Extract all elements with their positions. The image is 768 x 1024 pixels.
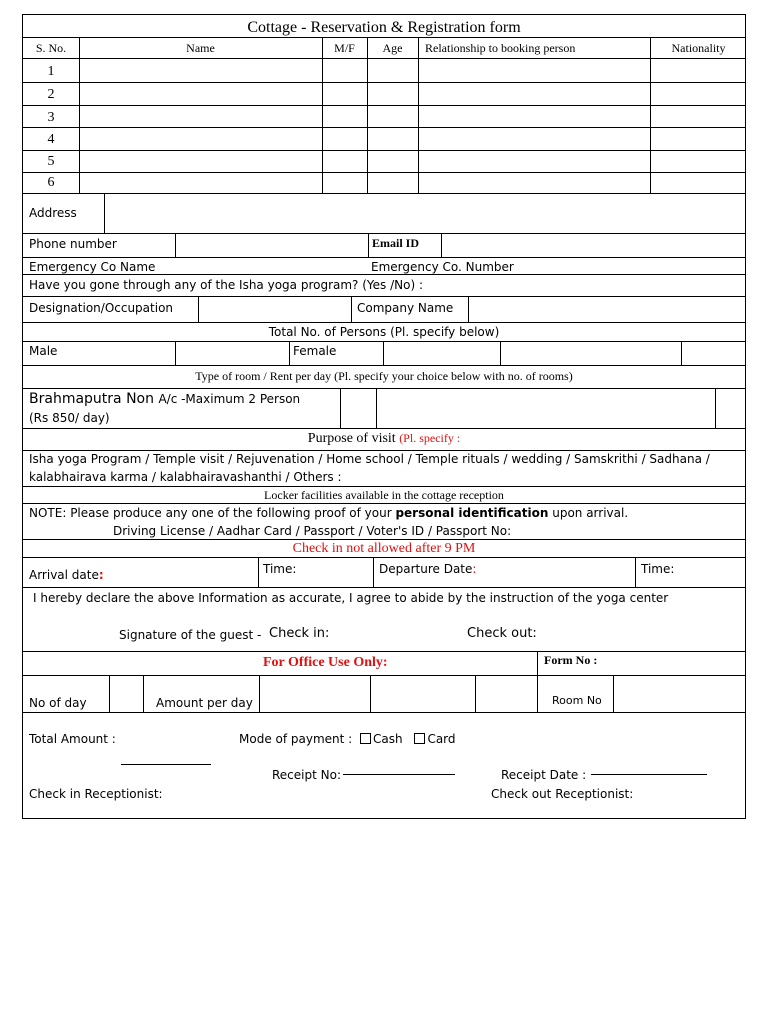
purpose-options-2: kalabhairava karma / kalabhairavashanthi / Others : — [29, 470, 342, 484]
header-relationship: Relationship to booking person — [425, 41, 576, 55]
id-note-part3: upon arrival. — [548, 506, 629, 520]
amount-per-day-label: Amount per day — [156, 696, 253, 710]
no-of-day-label: No of day — [29, 696, 87, 710]
header-nationality: Nationality — [671, 41, 726, 55]
arrival-time-label: Time: — [263, 562, 297, 576]
payment-mode — [239, 732, 456, 746]
payment-mode-label: Mode of payment : — [239, 732, 353, 746]
locker-note: Locker facilities available in the cottage reception — [264, 488, 504, 502]
card-checkbox[interactable] — [414, 733, 425, 744]
header-age: Age — [382, 41, 403, 55]
designation-label: Designation/Occupation — [29, 301, 174, 315]
office-use-heading: For Office Use Only: — [263, 655, 388, 670]
row-number: 6 — [47, 175, 55, 190]
receipt-no-label: Receipt No: — [272, 768, 341, 782]
check-in-label: Check in: — [269, 626, 330, 641]
departure-time-label: Time: — [641, 562, 675, 576]
room-type-label: Type of room / Rent per day (Pl. specify your choice below with no. of rooms) — [195, 369, 573, 383]
purpose-hint: (Pl. specify : — [399, 431, 461, 445]
id-note-part1: NOTE: Please produce any one of the following proof of your — [29, 506, 396, 520]
company-label: Company Name — [357, 301, 454, 315]
cash-label: Cash — [373, 732, 403, 746]
row-number: 1 — [47, 64, 55, 79]
header-sno: S. No. — [35, 41, 67, 55]
phone-label: Phone number — [29, 237, 117, 251]
purpose-options-1: Isha yoga Program / Temple visit / Rejuvenation / Home school / Temple rituals / wedding / Samskrithi / Sadhana / — [29, 452, 710, 466]
emergency-number-label: Emergency Co. Number — [371, 260, 514, 274]
id-note-bold: personal identification — [395, 506, 549, 520]
departure-label — [379, 562, 476, 576]
arrival-text: Arrival date — [29, 568, 99, 582]
check-out-label: Check out: — [467, 626, 537, 641]
total-amount-line — [121, 764, 211, 765]
row-number: 2 — [47, 87, 55, 102]
emergency-name-label: Emergency Co Name — [29, 260, 156, 274]
departure-colon: : — [472, 562, 477, 576]
reservation-form — [22, 14, 746, 819]
male-label: Male — [29, 344, 58, 358]
row-number: 5 — [47, 154, 55, 169]
row-number: 4 — [47, 132, 55, 147]
cash-checkbox[interactable] — [360, 733, 371, 744]
arrival-colon: : — [98, 568, 104, 582]
total-persons-label: Total No. of Persons (Pl. specify below) — [268, 325, 500, 339]
room-no-label: Room No — [552, 694, 602, 707]
id-note-documents: Driving License / Aadhar Card / Passport / Voter's ID / Passport No: — [113, 524, 512, 538]
isha-question: Have you gone through any of the Isha yoga program? (Yes /No) : — [29, 278, 423, 292]
address-label: Address — [29, 206, 77, 220]
room-name-part1: Brahmaputra Non — [29, 391, 159, 407]
purpose-heading — [23, 431, 745, 446]
room-rent: (Rs 850/ day) — [29, 411, 110, 425]
departure-text: Departure Date — [379, 562, 473, 576]
receipt-date-line — [591, 774, 707, 775]
signature-label: Signature of the guest - — [119, 628, 262, 642]
email-label: Email ID — [372, 236, 420, 250]
arrival-label — [29, 568, 104, 582]
form-title: Cottage - Reservation & Registration form — [247, 19, 521, 36]
room-name — [29, 392, 300, 406]
declaration-text: I hereby declare the above Information as accurate, I agree to abide by the instruction of the yoga center — [33, 591, 669, 605]
card-label: Card — [427, 732, 456, 746]
checkin-warning: Check in not allowed after 9 PM — [292, 541, 476, 556]
checkout-receptionist-label: Check out Receptionist: — [491, 787, 634, 801]
female-label: Female — [293, 344, 337, 358]
receipt-date-label: Receipt Date : — [501, 768, 587, 782]
id-note — [29, 506, 628, 520]
row-number: 3 — [47, 110, 55, 125]
header-name: Name — [186, 41, 215, 55]
checkin-receptionist-label: Check in Receptionist: — [29, 787, 163, 801]
receipt-no-line — [343, 774, 455, 775]
form-no-label: Form No : — [544, 653, 598, 667]
room-name-part2: A/c -Maximum 2 Person — [158, 392, 301, 406]
purpose-label: Purpose of visit — [307, 431, 400, 446]
total-amount-label: Total Amount : — [29, 732, 116, 746]
header-mf: M/F — [334, 41, 355, 55]
